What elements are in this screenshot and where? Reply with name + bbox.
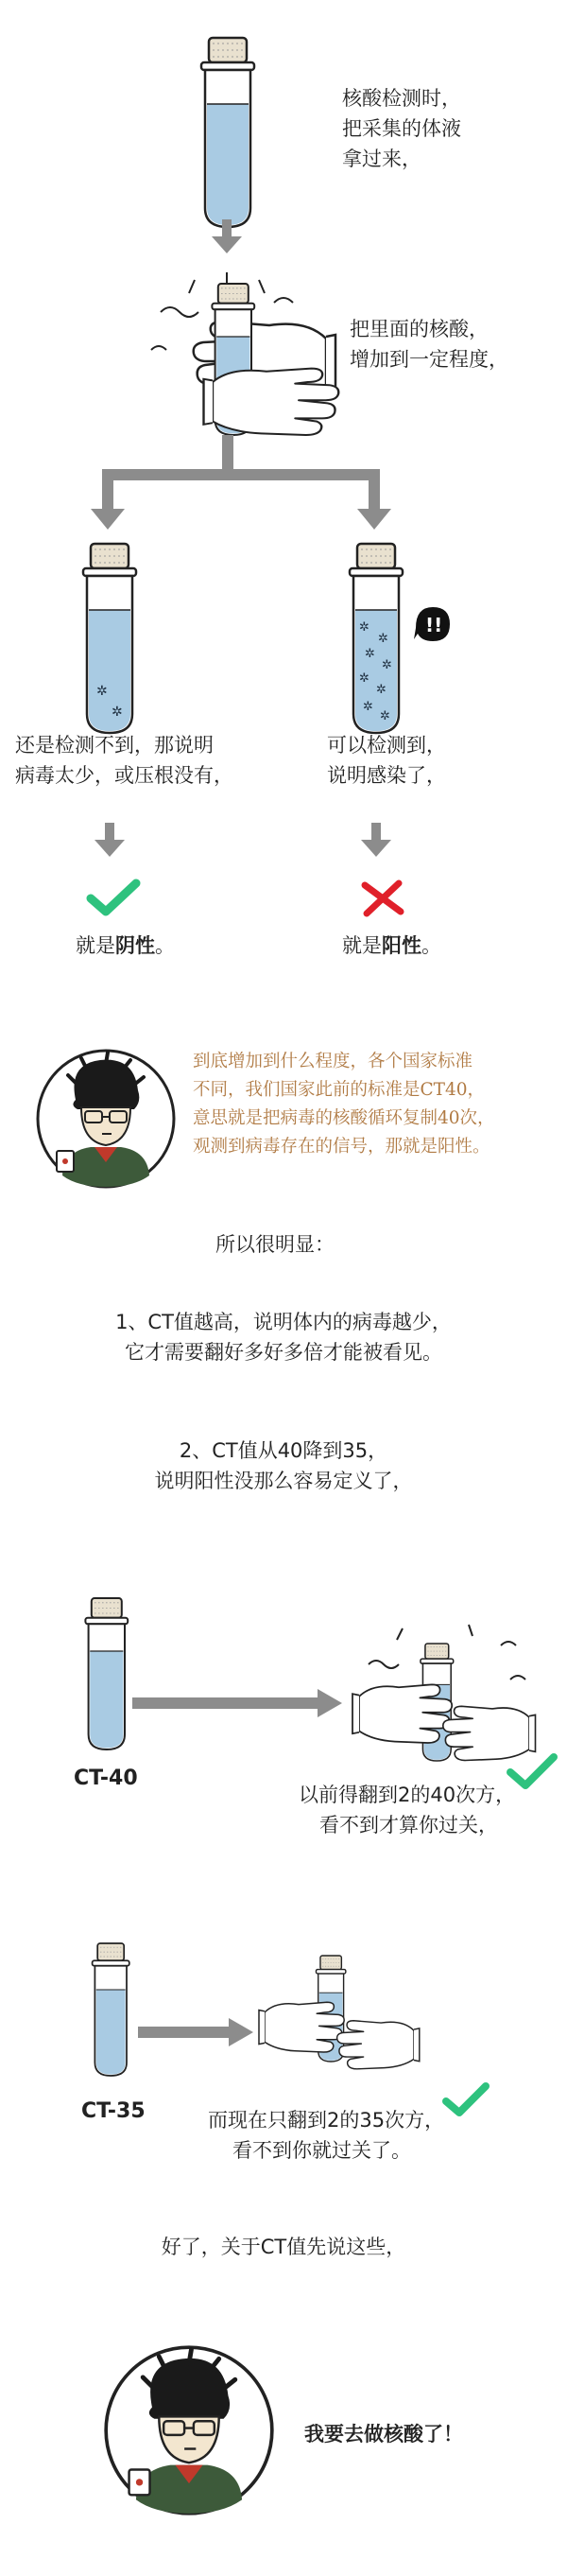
glove-front-icon [329,2009,433,2084]
positive-result: 就是阳性。 [342,934,441,957]
svg-text:✲: ✲ [359,671,369,686]
ct40-text: 以前得翻到2的40次方， 看不到才算你过关， [299,1784,516,1836]
svg-text:✲: ✲ [359,620,369,635]
test-tube-negative [76,544,144,735]
test-tube-sample [194,38,262,229]
arrow-down-icon [376,823,377,861]
point2-text: 2、CT值从40降到35， 说明阳性没那么容易定义了， [154,1439,413,1492]
ct35-text: 而现在只翻到2的35次方， 看不到你就过关了。 [208,2109,445,2162]
arrow-down-icon [227,219,228,257]
step2-text: 把里面的核酸， 增加到一定程度， [350,318,508,371]
svg-text:✲: ✲ [365,647,375,661]
svg-text:✲: ✲ [112,705,123,720]
step1-text: 核酸检测时， 把采集的体液 拿过来， [342,87,461,170]
final-text: 我要去做核酸了！ [304,2423,463,2445]
arrow-right-icon [138,2018,261,2046]
branch-arrows-icon [0,435,567,539]
avatar [189,2430,190,2431]
cross-icon [359,879,406,917]
alert-bubble-icon [414,605,452,643]
arrow-right-icon [132,1689,350,1717]
svg-text:✲: ✲ [376,683,387,697]
check-icon [442,2082,490,2120]
check-icon [87,879,140,917]
test-tube-positive [342,544,410,735]
ct40-label: CT-40 [74,1767,138,1790]
svg-text:✲: ✲ [378,632,388,646]
svg-text:✲: ✲ [96,684,108,699]
svg-text:✲: ✲ [363,700,373,714]
svg-text:✲: ✲ [382,658,392,672]
ct35-label: CT-35 [81,2099,146,2123]
negative-result: 就是阴性。 [76,934,175,957]
arrow-down-icon [110,823,111,861]
svg-text:✲: ✲ [380,709,390,723]
positive-text: 可以检测到， 说明感染了， [327,734,446,787]
negative-text: 还是检测不到，那说明 病毒太少，或压根没有， [15,734,233,787]
point1-text: 1、CT值越高，说明体内的病毒越少， 它才需要翻好多好多倍才能被看见。 [115,1311,452,1364]
explain-text: 到底增加到什么程度，各个国家标准 不同，我们国家此前的标准是CT40， 意思就是把病毒的核酸循环复制40次， 观测到病毒存在的信号，那就是阳性。 [193,1052,495,1157]
svg-text:!!: !! [425,614,443,636]
avatar [106,1119,107,1120]
closing-text: 好了，关于CT值先说这些， [161,2236,406,2258]
conclusion-title: 所以很明显： [215,1233,335,1256]
test-tube-ct40 [79,1598,134,1751]
test-tube-ct35 [87,1943,136,2076]
